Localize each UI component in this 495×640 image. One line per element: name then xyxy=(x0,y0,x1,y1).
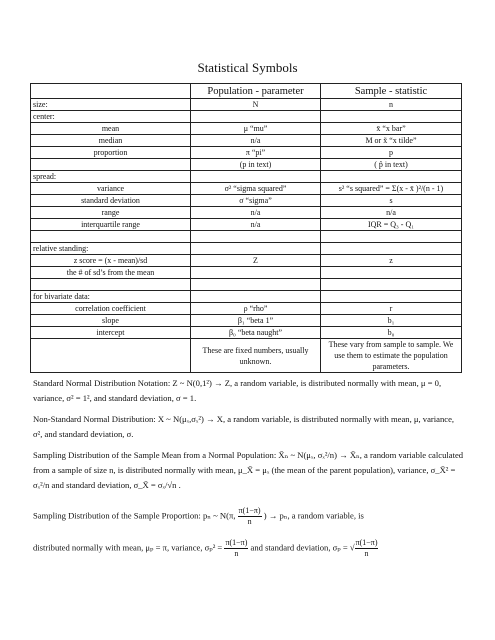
population-cell: (p in text) xyxy=(191,159,321,171)
table-row xyxy=(31,315,462,327)
header-population: Population - parameter xyxy=(191,84,321,99)
table-row xyxy=(31,195,462,207)
sampling-proportion-text: Sampling Distribution of the Sample Proportion: pₙ ~ N(π, xyxy=(33,510,236,521)
sample-cell xyxy=(321,291,462,303)
non-standard-normal-paragraph: Non-Standard Normal Distribution: X ~ N(μₓ,σₓ²) → X, a random variable, is distributed normally with mean, μ, variance, σ², and standard deviation, σ. xyxy=(33,414,455,439)
sample-cell: ( p̂ in text) xyxy=(321,159,462,171)
header-cell-blank xyxy=(31,84,191,99)
fraction-numerator: π(1−π) xyxy=(225,538,248,547)
table-notes-row xyxy=(31,339,462,373)
row-label: slope xyxy=(31,315,191,327)
population-cell xyxy=(191,111,321,123)
standard-normal-paragraph: Standard Normal Distribution Notation: Z ~ N(0,1²) → Z, a random variable, is distributed normally with mean, μ = 0, variance, σ² = 1², and standard deviation, σ = 1. xyxy=(33,378,442,403)
population-cell: μ “mu” xyxy=(191,123,321,135)
fraction-denominator: n xyxy=(234,549,239,558)
row-label: mean xyxy=(31,123,191,135)
population-cell: ρ “rho” xyxy=(191,303,321,315)
sampling-proportion-text-2b: and standard deviation, σₚ = xyxy=(250,542,348,553)
row-label: median xyxy=(31,135,191,147)
population-cell: β₁ “beta 1” xyxy=(191,315,321,327)
table-header-row xyxy=(31,84,462,99)
population-cell: n/a xyxy=(191,135,321,147)
table-row xyxy=(31,303,462,315)
table-row xyxy=(31,255,462,267)
table-row xyxy=(31,99,462,111)
population-cell: β₀ “beta naught” xyxy=(191,327,321,339)
population-cell: σ² “sigma squared” xyxy=(191,183,321,195)
sample-cell: n/a xyxy=(321,207,462,219)
sample-cell: s² “s squared” = Σ(x - x̄ )²/(n - 1) xyxy=(321,183,462,195)
population-cell: Z xyxy=(191,255,321,267)
sample-cell: b₁ xyxy=(321,315,462,327)
fraction-denominator: n xyxy=(247,517,252,526)
fraction-denominator: n xyxy=(364,549,369,558)
population-cell: π “pi” xyxy=(191,147,321,159)
variance-fraction xyxy=(238,506,262,527)
population-cell xyxy=(191,243,321,255)
section-label: spread: xyxy=(31,171,191,183)
section-label: relative standing: xyxy=(31,243,191,255)
sample-cell xyxy=(321,243,462,255)
sample-cell: r xyxy=(321,303,462,315)
spacer-row xyxy=(31,279,462,291)
row-label: z score = (x - mean)/sd xyxy=(31,255,191,267)
sampling-proportion-text-cont: ) → pₙ, a random variable, is xyxy=(263,510,364,521)
sample-cell xyxy=(321,111,462,123)
sample-cell: b₀ xyxy=(321,327,462,339)
table-row xyxy=(31,147,462,159)
population-note: These are fixed numbers, usually unknown. xyxy=(191,339,321,373)
table-row xyxy=(31,111,462,123)
sample-cell xyxy=(321,267,462,279)
sample-cell: s xyxy=(321,195,462,207)
table-row xyxy=(31,171,462,183)
row-label: correlation coefficient xyxy=(31,303,191,315)
row-label: variance xyxy=(31,183,191,195)
row-label xyxy=(31,159,191,171)
row-label: size: xyxy=(31,99,191,111)
sd-fraction xyxy=(355,538,379,559)
sampling-proportion-line-2 xyxy=(33,538,465,559)
sampling-mean-paragraph: Sampling Distribution of the Sample Mean from a Normal Population: X̄ₙ ~ N(μₓ, σₓ²/n) → X̄ₙ, a random variable calculated from a sample of size n, is distributed normally with mean, μ_X̄ = μₓ (the mean of the parent population), variance, σ_X̄² = σₓ²/n and standard deviation, σ_X̄ = σₓ/√n . xyxy=(33,450,464,490)
row-label: range xyxy=(31,207,191,219)
table-row xyxy=(31,123,462,135)
spacer-row xyxy=(31,231,462,243)
table-row xyxy=(31,207,462,219)
sample-cell: M or x̃ “x tilde” xyxy=(321,135,462,147)
table-row xyxy=(31,135,462,147)
row-label: the # of sd’s from the mean xyxy=(31,267,191,279)
fraction-numerator: π(1−π) xyxy=(238,506,261,515)
population-cell: n/a xyxy=(191,207,321,219)
table-row xyxy=(31,159,462,171)
fraction-numerator: π(1−π) xyxy=(355,538,378,547)
header-sample: Sample - statistic xyxy=(321,84,462,99)
population-cell xyxy=(191,291,321,303)
population-cell: N xyxy=(191,99,321,111)
population-cell: n/a xyxy=(191,219,321,231)
population-cell: σ “sigma” xyxy=(191,195,321,207)
row-label: intercept xyxy=(31,327,191,339)
sample-cell: n xyxy=(321,99,462,111)
sample-note: These vary from sample to sample. We use them to estimate the population parameters. xyxy=(321,339,462,373)
page-title: Statistical Symbols xyxy=(197,60,298,75)
population-cell xyxy=(191,171,321,183)
statistical-symbols-table xyxy=(30,83,462,373)
sample-cell: p xyxy=(321,147,462,159)
sample-cell: IQR = Q₃ - Q₁ xyxy=(321,219,462,231)
sample-cell xyxy=(321,171,462,183)
table-row xyxy=(31,219,462,231)
section-label: for bivariate data: xyxy=(31,291,191,303)
variance-fraction-2 xyxy=(224,538,248,559)
square-root-icon: √ xyxy=(349,542,355,553)
table-row xyxy=(31,183,462,195)
sample-cell: z xyxy=(321,255,462,267)
table-row xyxy=(31,327,462,339)
row-label: interquartile range xyxy=(31,219,191,231)
table-row xyxy=(31,267,462,279)
row-label: standard deviation xyxy=(31,195,191,207)
table-row xyxy=(31,291,462,303)
row-label: proportion xyxy=(31,147,191,159)
table-row xyxy=(31,243,462,255)
sampling-proportion-text-2: distributed normally with mean, μₚ = π, variance, σₚ² = xyxy=(33,542,223,553)
sampling-proportion-line-1 xyxy=(33,506,465,527)
sample-cell: x̄ “x bar” xyxy=(321,123,462,135)
population-cell xyxy=(191,267,321,279)
section-label: center: xyxy=(31,111,191,123)
